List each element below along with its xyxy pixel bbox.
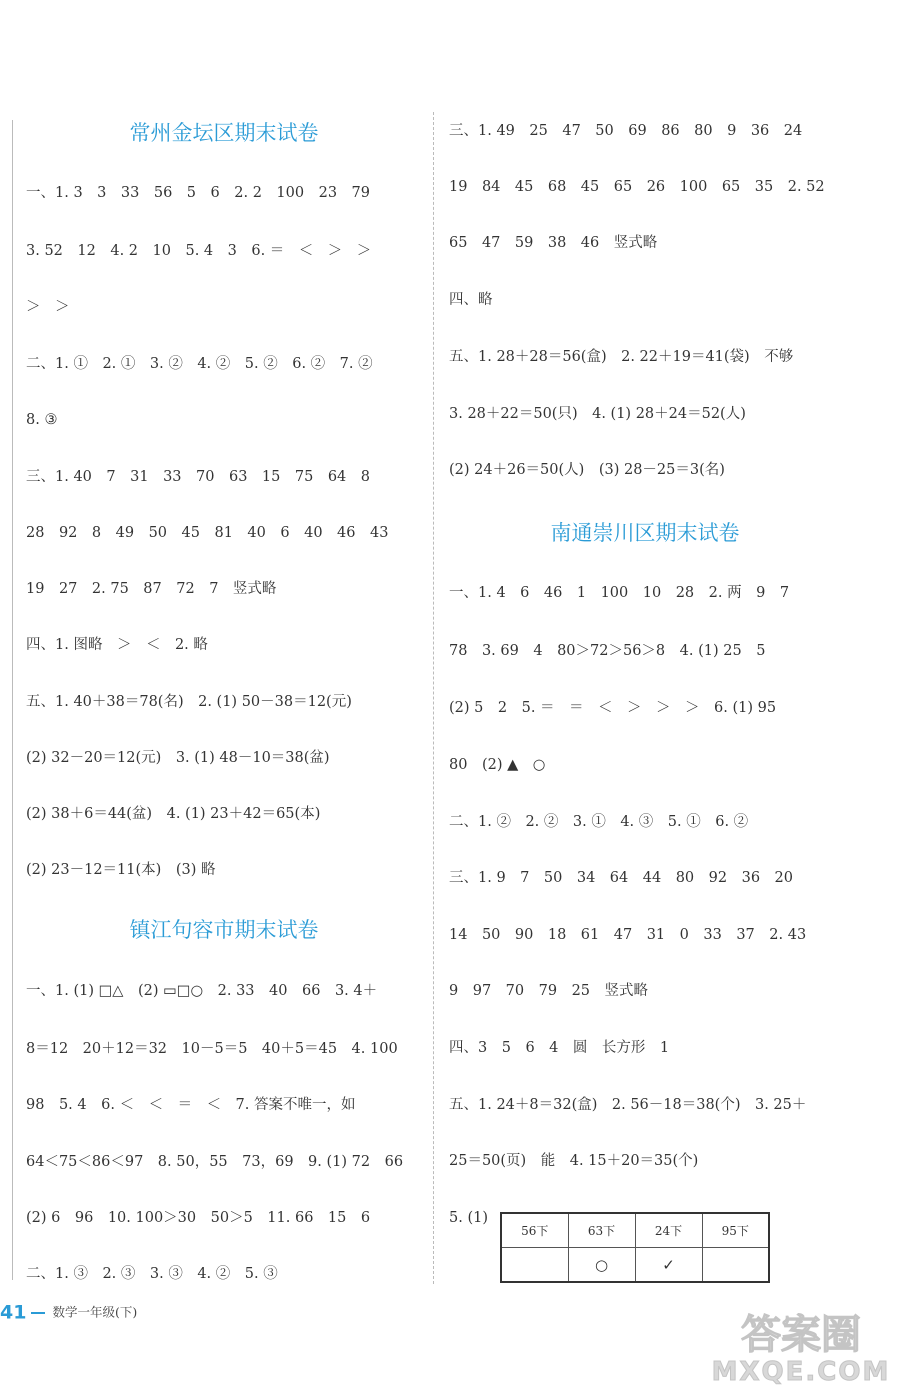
section-title-zhenjiang: 镇江句容市期末试卷 <box>129 918 319 942</box>
answer-line: 3. 28＋22＝50(只) 4. (1) 28＋24＝52(人) <box>449 406 746 422</box>
table-header-cell: 56下 <box>501 1213 568 1248</box>
answer-line: 二、1. ② 2. ② 3. ① 4. ③ 5. ① 6. ② <box>449 814 749 830</box>
page-number: 41 <box>0 1301 27 1324</box>
section-title-nantong: 南通崇川区期末试卷 <box>550 521 740 545</box>
watermark-logo <box>706 1300 896 1386</box>
footer-dash <box>31 1312 45 1314</box>
check-mark-cell: ✓ <box>635 1248 702 1283</box>
answer-line: 四、3 5 6 4 圆 长方形 1 <box>449 1040 670 1056</box>
answer-line: 25＝50(页) 能 4. 15＋20＝35(个) <box>449 1153 699 1169</box>
page-edge-line <box>12 120 13 1280</box>
section-title-changzhou: 常州金坛区期末试卷 <box>129 121 319 145</box>
watermark-bottom-text: MXQE.COM <box>711 1357 891 1386</box>
answer-line: 一、1. 3 3 33 56 5 6 2. 2 100 23 79 <box>26 185 370 201</box>
answer-line: (2) 32－20＝12(元) 3. (1) 48－10＝38(盆) <box>26 750 330 766</box>
answer-line: 三、1. 40 7 31 33 70 63 15 75 64 8 <box>26 469 370 485</box>
answer-table <box>500 1212 770 1283</box>
table-header-cell: 24下 <box>635 1213 702 1248</box>
answer-line: 8. ③ <box>26 412 58 428</box>
answer-line: 二、1. ③ 2. ③ 3. ③ 4. ② 5. ③ <box>26 1266 278 1282</box>
answer-line: 五、1. 24＋8＝32(盒) 2. 56－18＝38(个) 3. 25＋ <box>449 1097 807 1113</box>
table-row <box>501 1213 769 1248</box>
watermark-top-text: 答案圈 <box>741 1312 861 1358</box>
answer-line: 78 3. 69 4 80＞72＞56＞8 4. (1) 25 5 <box>449 643 766 659</box>
answer-line: 28 92 8 49 50 45 81 40 6 40 46 43 <box>26 525 389 541</box>
answer-line: 19 84 45 68 45 65 26 100 65 35 2. 52 <box>449 179 825 195</box>
answer-line: 四、1. 图略 ＞ ＜ 2. 略 <box>26 637 208 653</box>
answer-line: (2) 24＋26＝50(人) (3) 28－25＝3(名) <box>449 462 725 478</box>
answer-line: 一、1. 4 6 46 1 100 10 28 2. 两 9 7 <box>449 585 790 601</box>
answer-line: 14 50 90 18 61 47 31 0 33 37 2. 43 <box>449 927 807 943</box>
answer-line: 3. 52 12 4. 2 10 5. 4 3 6. ＝ ＜ ＞ ＞ <box>26 243 372 259</box>
answer-line: 65 47 59 38 46 竖式略 <box>449 235 658 251</box>
circle-mark-cell: ○ <box>568 1248 635 1283</box>
answer-line: 9 97 70 79 25 竖式略 <box>449 983 649 999</box>
table-header-cell: 63下 <box>568 1213 635 1248</box>
table-cell <box>501 1248 568 1283</box>
answer-line: 64＜75＜86＜97 8. 50，55 73，69 9. (1) 72 66 <box>26 1154 404 1170</box>
page-footer <box>0 1297 137 1327</box>
book-subtitle: 数学一年级(下) <box>52 1304 138 1320</box>
answer-line: ＞ ＞ <box>26 299 70 315</box>
answer-line: 五、1. 28＋28＝56(盒) 2. 22＋19＝41(袋) 不够 <box>449 349 794 365</box>
answer-line: 8＝12 20＋12＝32 10－5＝5 40＋5＝45 4. 100 <box>26 1041 398 1057</box>
answer-line: 80 (2) ▲ ○ <box>449 757 546 773</box>
table-header-cell: 95下 <box>702 1213 769 1248</box>
answer-line: 二、1. ① 2. ① 3. ② 4. ② 5. ② 6. ② 7. ② <box>26 356 373 372</box>
answer-line: (2) 6 96 10. 100＞30 50＞5 11. 66 15 6 <box>26 1210 371 1226</box>
answer-line: 三、1. 49 25 47 50 69 86 80 9 36 24 <box>449 123 803 139</box>
column-divider <box>433 112 434 1284</box>
answer-line: (2) 38＋6＝44(盆) 4. (1) 23＋42＝65(本) <box>26 806 321 822</box>
answer-line: 三、1. 9 7 50 34 64 44 80 92 36 20 <box>449 870 793 886</box>
answer-line: 一、1. (1) □△ (2) ▭□○ 2. 33 40 66 3. 4＋ <box>26 983 378 999</box>
answer-line: (2) 5 2 5. ＝ ＝ ＜ ＞ ＞ ＞ 6. (1) 95 <box>449 700 777 716</box>
answer-line: 5. (1) <box>449 1210 488 1226</box>
table-cell <box>702 1248 769 1283</box>
answer-line: 19 27 2. 75 87 72 7 竖式略 <box>26 581 277 597</box>
answer-line: 四、略 <box>449 292 493 308</box>
answer-line: 98 5. 4 6. ＜ ＜ ＝ ＜ 7. 答案不唯一，如 <box>26 1097 356 1113</box>
answer-line: (2) 23－12＝11(本) (3) 略 <box>26 862 216 878</box>
table-row <box>501 1248 769 1283</box>
answer-line: 五、1. 40＋38＝78(名) 2. (1) 50－38＝12(元) <box>26 694 352 710</box>
